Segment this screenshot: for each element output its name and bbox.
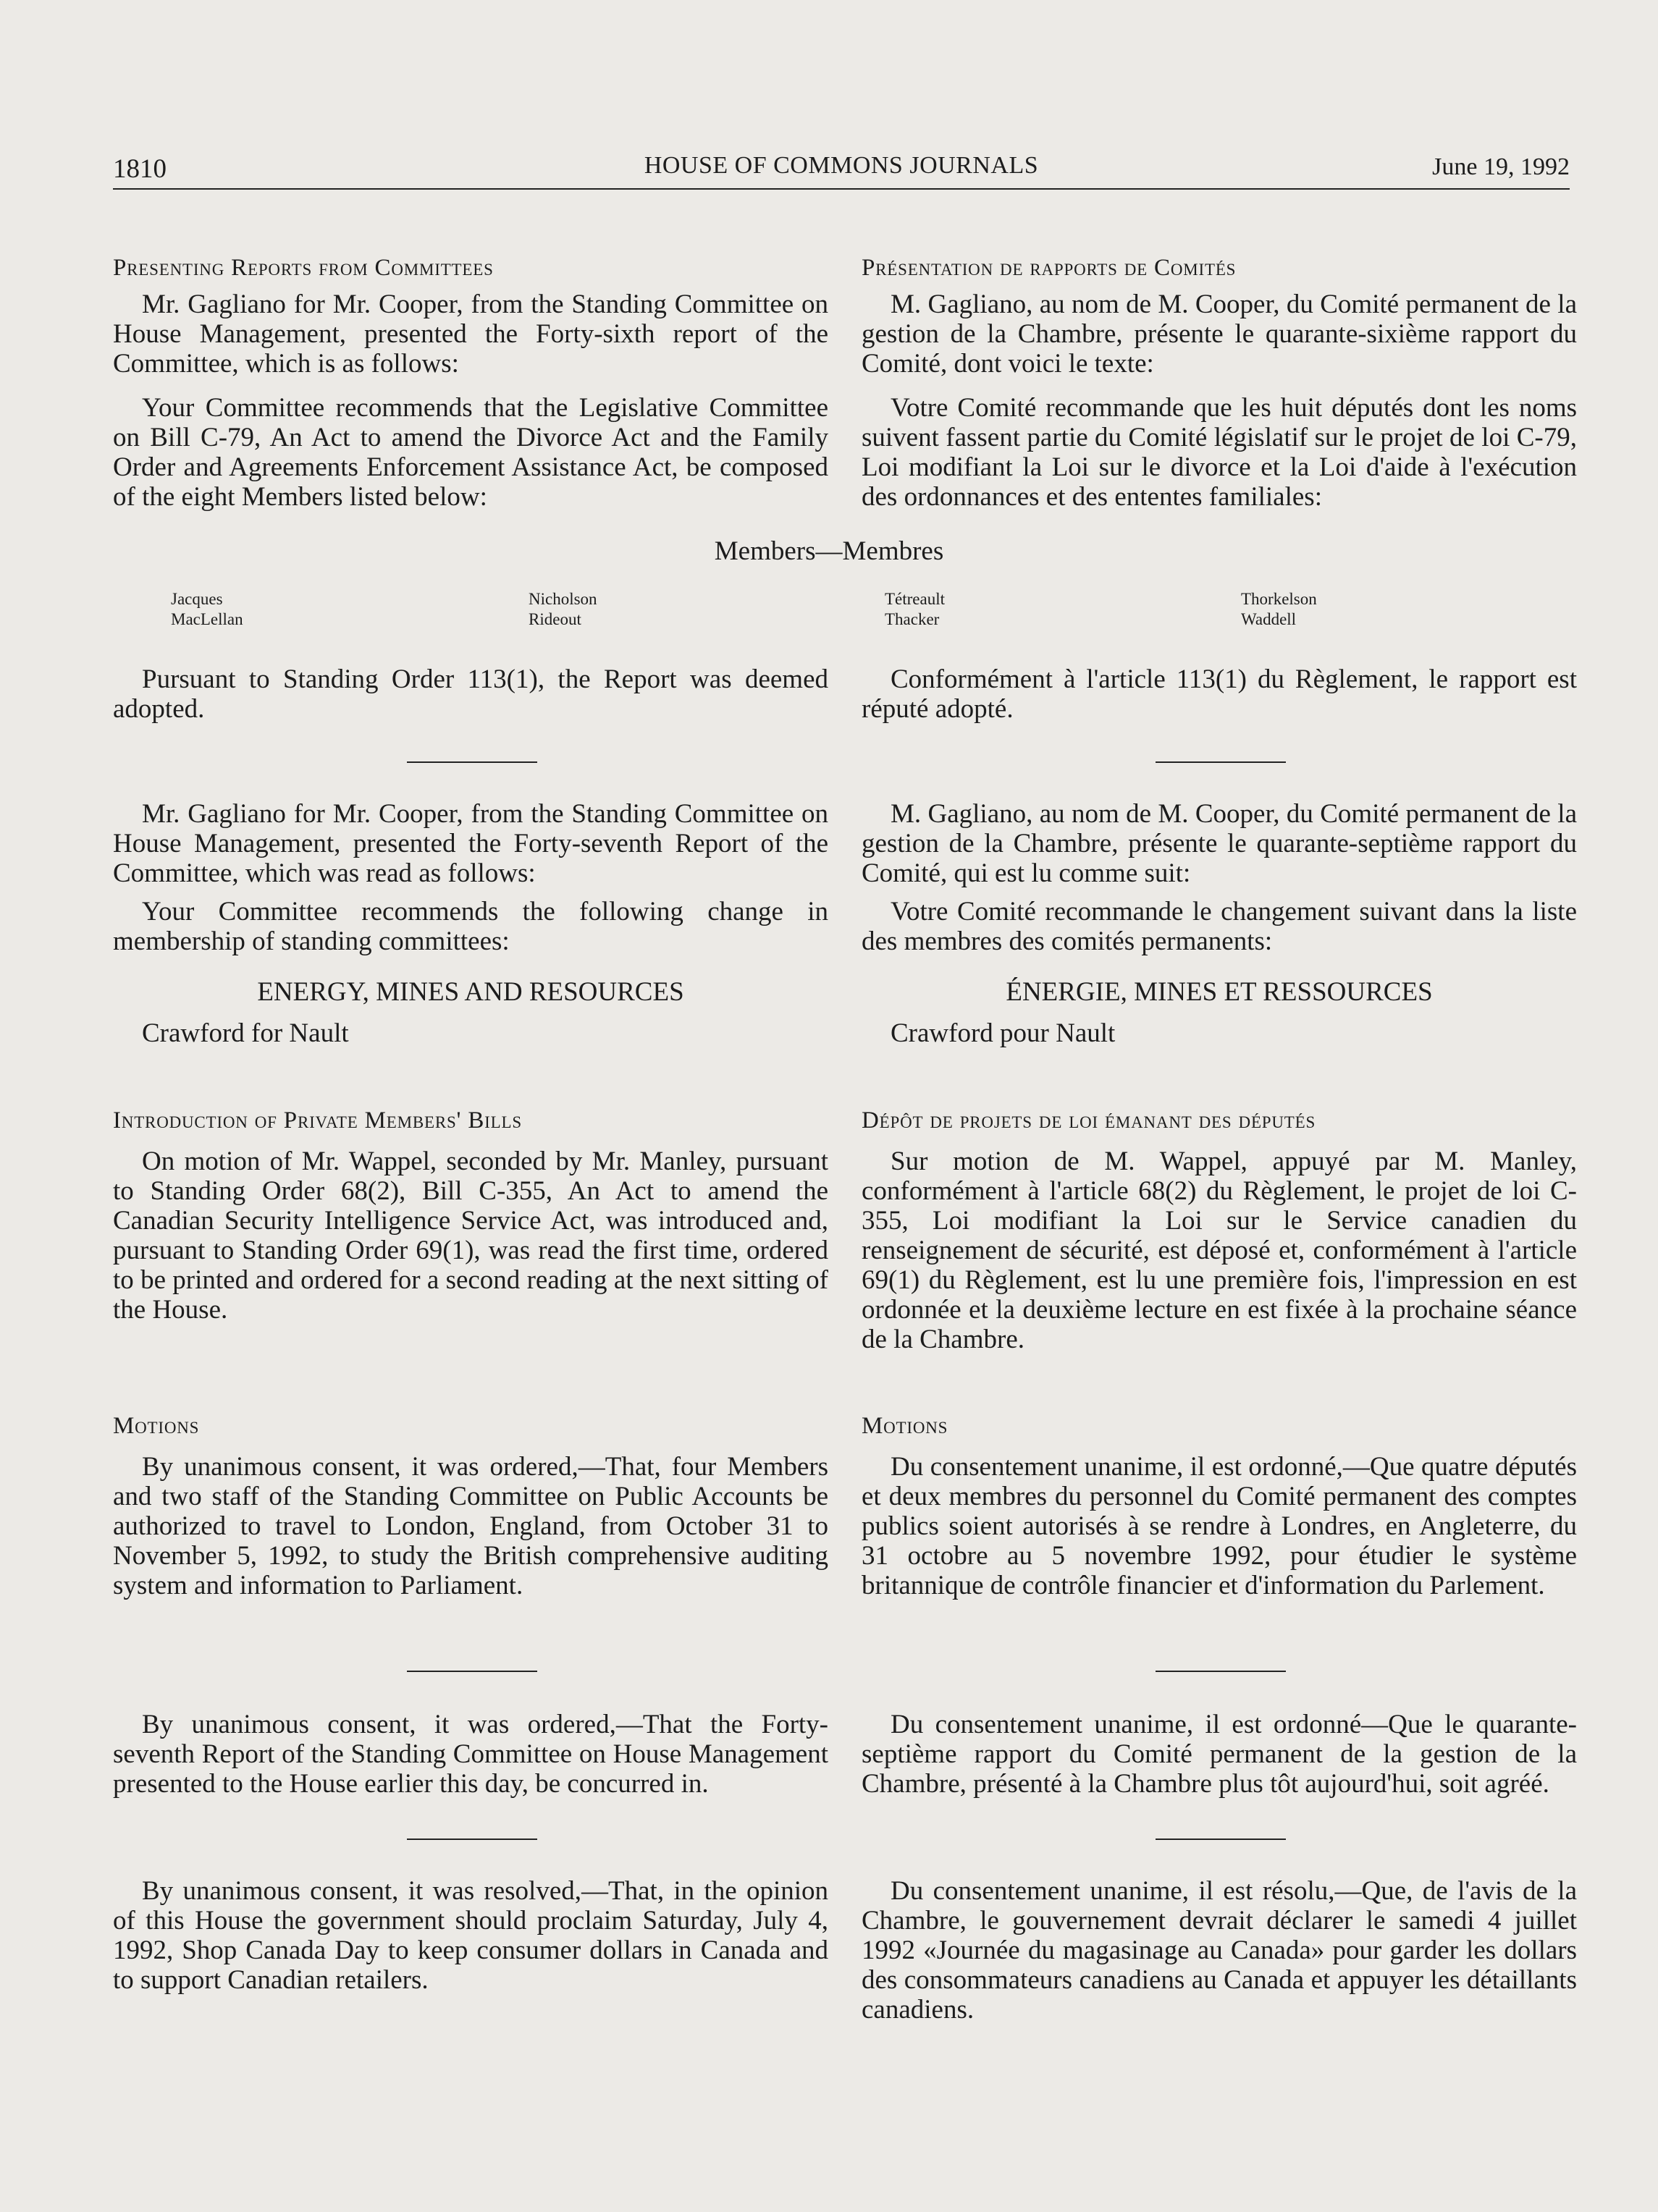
page-header [113,145,1570,190]
journal-title: HOUSE OF COMMONS JOURNALS [644,152,1039,179]
en-motion3: By unanimous consent, it was resolved,—That, in the opinion of this House the government should proclaim Saturday, July 4, 1992, Shop Canada Day to keep consumer dollars in Canada and to support Canadian retailers. [113,1876,828,1995]
member-name: Jacques [171,590,223,608]
fr-section1-para: M. Gagliano, au nom de M. Cooper, du Comité permanent de la gestion de la Chambre, présente le quarante-sixième rapport du Comité, dont voici le texte: [862,290,1577,379]
members-col-1 [171,589,243,630]
fr-section1-quote: Votre Comité recommande que les huit députés dont les noms suivent fassent partie du Comité législatif sur le projet de loi C-79, Loi modifiant la Loi sur le divorce et la Loi d'aide à l'exécution des ordonnances et des ententes familiales: [862,393,1577,512]
fr-motion2: Du consentement unanime, il est ordonné—Que le quarante-septième rapport du Comité permanent de la gestion de la Chambre, présenté à la Chambre plus tôt aujourd'hui, soit agréé. [862,1710,1577,1799]
fr-motion3-block [862,1876,1577,2025]
fr-deemed-adopted: Conformément à l'article 113(1) du Règlement, le rapport est réputé adopté. [862,664,1577,724]
fr-section2-para: M. Gagliano, au nom de M. Cooper, du Comité permanent de la gestion de la Chambre, présente le quarante-septième rapport du Comité, qui est lu comme suit: [862,799,1577,888]
en-section3-para: On motion of Mr. Wappel, seconded by Mr. Manley, pursuant to Standing Order 68(2), Bill C-355, An Act to amend the Canadian Security Intelligence Service Act, was introduced and, pursuant to Standing Order 69(1), was read the first time, ordered to be printed and ordered for a second reading at the next sitting of the House. [113,1147,828,1325]
fr-section3-body [862,1147,1577,1354]
fr-heading-motions: Motions [862,1413,948,1439]
en-section1-quote: Your Committee recommends that the Legislative Committee on Bill C-79, An Act to amend the Divorce Act and the Family Order and Agreements Enforcement Assistance Act, be composed of the eight Members listed below: [113,393,828,512]
en-motion3-block [113,1876,828,1995]
members-heading: Members—Membres [714,536,944,566]
fr-section3-para: Sur motion de M. Wappel, appuyé par M. Manley, conformément à l'article 68(2) du Règlement, le projet de loi C-355, Loi modifiant la Loi sur le Service canadien du renseignement de sécurité, est déposé et, conformément à l'article 69(1) du Règlement, est lu une première fois, l'impression en est ordonnée et la deuxième lecture en est fixée à la prochaine séance de la Chambre. [862,1147,1577,1354]
fr-membership-change: Crawford pour Nault [891,1018,1116,1048]
en-membership-change: Crawford for Nault [142,1018,349,1048]
fr-motion2-block [862,1710,1577,1799]
fr-section2-body [862,799,1577,1049]
member-name: Tétreault [885,590,946,608]
en-committee-name: ENERGY, MINES AND RESOURCES [257,977,684,1007]
fr-section1-body [862,290,1577,512]
member-name: Rideout [529,610,581,628]
en-motion1: By unanimous consent, it was ordered,—That, four Members and two staff of the Standing Committee on Public Accounts be authorized to travel to London, England, from October 31 to November 5, 1992, to study the British comprehensive auditing system and information to Parliament. [113,1452,828,1600]
fr-motion1: Du consentement unanime, il est ordonné,—Que quatre députés et deux membres du personnel du Comité permanent des comptes publics soient autorisés à se rendre à Londres, en Angleterre, du 31 octobre au 5 novembre 1992, pour étudier le système britannique de contrôle financier et d'information du Parlement. [862,1452,1577,1600]
member-name: Waddell [1241,610,1297,628]
en-section2-para: Mr. Gagliano for Mr. Cooper, from the Standing Committee on House Management, presented the Forty-seventh Report of the Committee, which was read as follows: [113,799,828,888]
member-name: Nicholson [529,590,597,608]
journal-date: June 19, 1992 [1432,153,1570,180]
members-col-2 [529,589,597,630]
member-name: Thacker [885,610,940,628]
members-col-4 [1241,589,1317,630]
en-section3-body [113,1147,828,1325]
members-col-3 [885,589,945,630]
section-divider [1156,1839,1286,1840]
en-section1-para: Mr. Gagliano for Mr. Cooper, from the Standing Committee on House Management, presented the Forty-sixth report of the Committee, which is as follows: [113,290,828,379]
en-heading-presenting-reports: Presenting Reports from Committees [113,255,494,281]
section-divider [407,761,537,763]
en-heading-private-bills: Introduction of Private Members' Bills [113,1107,522,1134]
en-section2-body [113,799,828,1049]
fr-committee-name: ÉNERGIE, MINES ET RESSOURCES [1006,977,1433,1007]
fr-heading-presenting-reports: Présentation de rapports de Comités [862,255,1237,281]
section-divider [1156,761,1286,763]
member-name: MacLellan [171,610,243,628]
section-divider [407,1839,537,1840]
en-heading-motions: Motions [113,1413,200,1439]
fr-motion3: Du consentement unanime, il est résolu,—Que, de l'avis de la Chambre, le gouvernement devrait déclarer le samedi 4 juillet 1992 «Journée du magasinage au Canada» pour garder les dollars des consommateurs canadiens au Canada et appuyer les détaillants canadiens. [862,1876,1577,2025]
en-section2-quote: Your Committee recommends the following change in membership of standing committees: [113,897,828,956]
en-motion2: By unanimous consent, it was ordered,—That the Forty-seventh Report of the Standing Committee on House Management presented to the House earlier this day, be concurred in. [113,1710,828,1799]
fr-heading-private-bills: Dépôt de projets de loi émanant des députés [862,1107,1316,1134]
en-motion1-block [113,1452,828,1600]
page-number: 1810 [113,154,167,184]
fr-deemed-block [862,664,1577,724]
fr-section2-quote: Votre Comité recommande le changement suivant dans la liste des membres des comités permanents: [862,897,1577,956]
en-motion2-block [113,1710,828,1799]
en-deemed-adopted: Pursuant to Standing Order 113(1), the Report was deemed adopted. [113,664,828,724]
fr-motion1-block [862,1452,1577,1600]
section-divider [1156,1671,1286,1672]
member-name: Thorkelson [1241,590,1317,608]
en-deemed-block [113,664,828,724]
en-section1-body [113,290,828,512]
section-divider [407,1671,537,1672]
